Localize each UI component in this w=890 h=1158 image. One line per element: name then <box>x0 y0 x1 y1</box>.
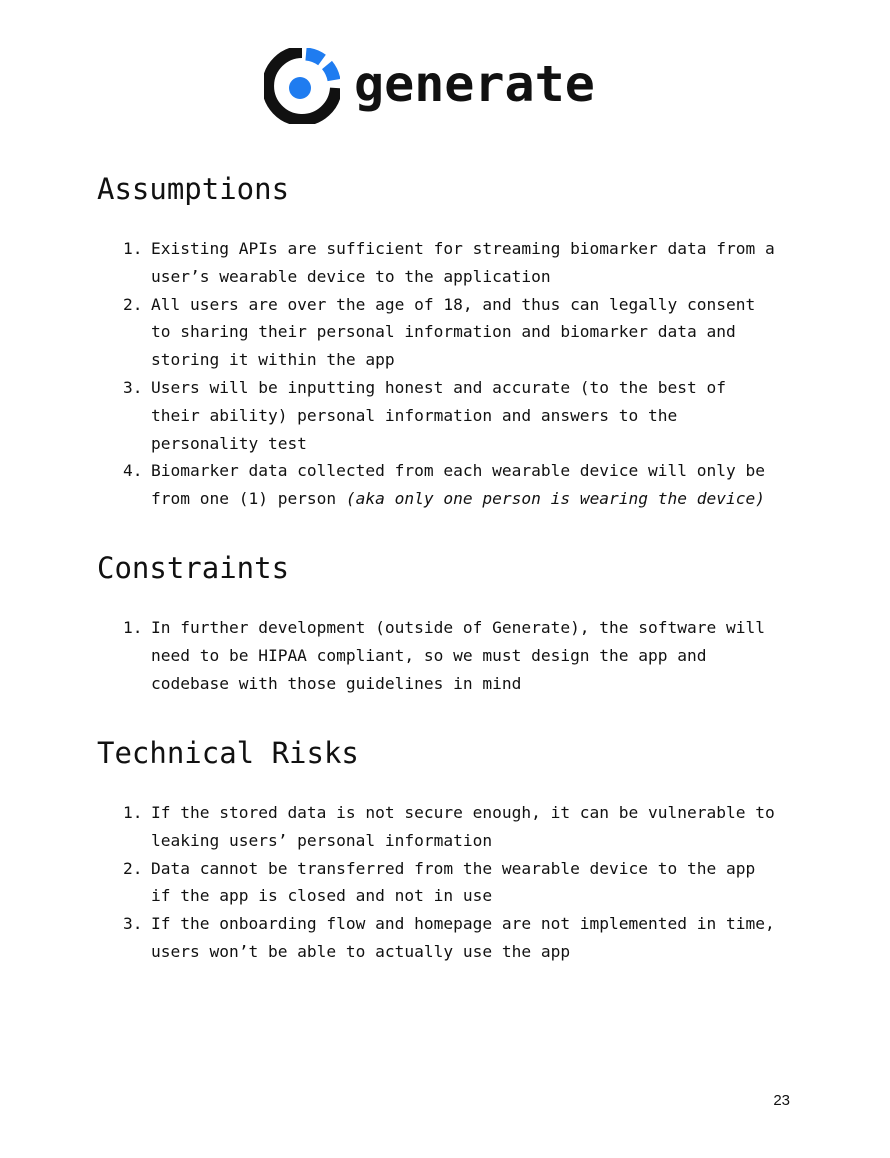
list-item <box>97 910 817 966</box>
generate-logo <box>264 48 595 124</box>
section-title: Technical Risks <box>97 736 359 770</box>
list-item <box>97 374 817 457</box>
list-number: 1. <box>123 618 143 637</box>
list-text: If the onboarding flow and homepage are not implemented in time, users won’t be able to actually use the app <box>151 914 775 961</box>
list-item <box>97 855 817 911</box>
logo-wordmark: generate <box>354 55 595 113</box>
page-number: 23 <box>773 1092 790 1109</box>
list-item <box>97 799 817 855</box>
technical-risks-section <box>97 735 817 966</box>
section-title: Constraints <box>97 551 290 585</box>
list-item <box>97 614 817 697</box>
list-italic-note: (aka only one person is wearing the device) <box>345 489 765 509</box>
list-number: 1. <box>123 803 143 822</box>
list-number: 3. <box>123 377 143 397</box>
constraints-list <box>97 614 817 697</box>
list-number: 3. <box>123 914 143 934</box>
section-title: Assumptions <box>97 172 290 206</box>
list-number: 1. <box>123 239 143 258</box>
list-text: If the stored data is not secure enough, it can be vulnerable to leaking users’ personal information <box>151 803 775 850</box>
list-item <box>97 291 817 374</box>
assumptions-list <box>97 235 817 513</box>
list-text: Biomarker data collected from each wearable device will only be from one (1) person <box>151 461 765 509</box>
list-text: Existing APIs are sufficient for streaming biomarker data from a user’s wearable device to the application <box>151 239 775 286</box>
constraints-section <box>97 550 817 697</box>
list-text: Data cannot be transferred from the wearable device to the app if the app is closed and not in use <box>151 858 756 906</box>
list-text: Users will be inputting honest and accurate (to the best of their ability) personal information and answers to the personality test <box>151 377 726 453</box>
list-text: All users are over the age of 18, and thus can legally consent to sharing their personal information and biomarker data and storing it within the app <box>151 294 756 370</box>
technical-risks-list <box>97 799 817 966</box>
assumptions-section <box>97 171 817 513</box>
generate-logo-mark-icon <box>264 48 340 124</box>
list-number: 2. <box>123 858 143 878</box>
list-item <box>97 457 817 513</box>
list-text: In further development (outside of Generate), the software will need to be HIPAA compliant, so we must design the app and codebase with those guidelines in mind <box>151 618 765 693</box>
list-number: 2. <box>123 294 143 314</box>
list-item <box>97 235 817 291</box>
list-number: 4. <box>123 461 143 481</box>
